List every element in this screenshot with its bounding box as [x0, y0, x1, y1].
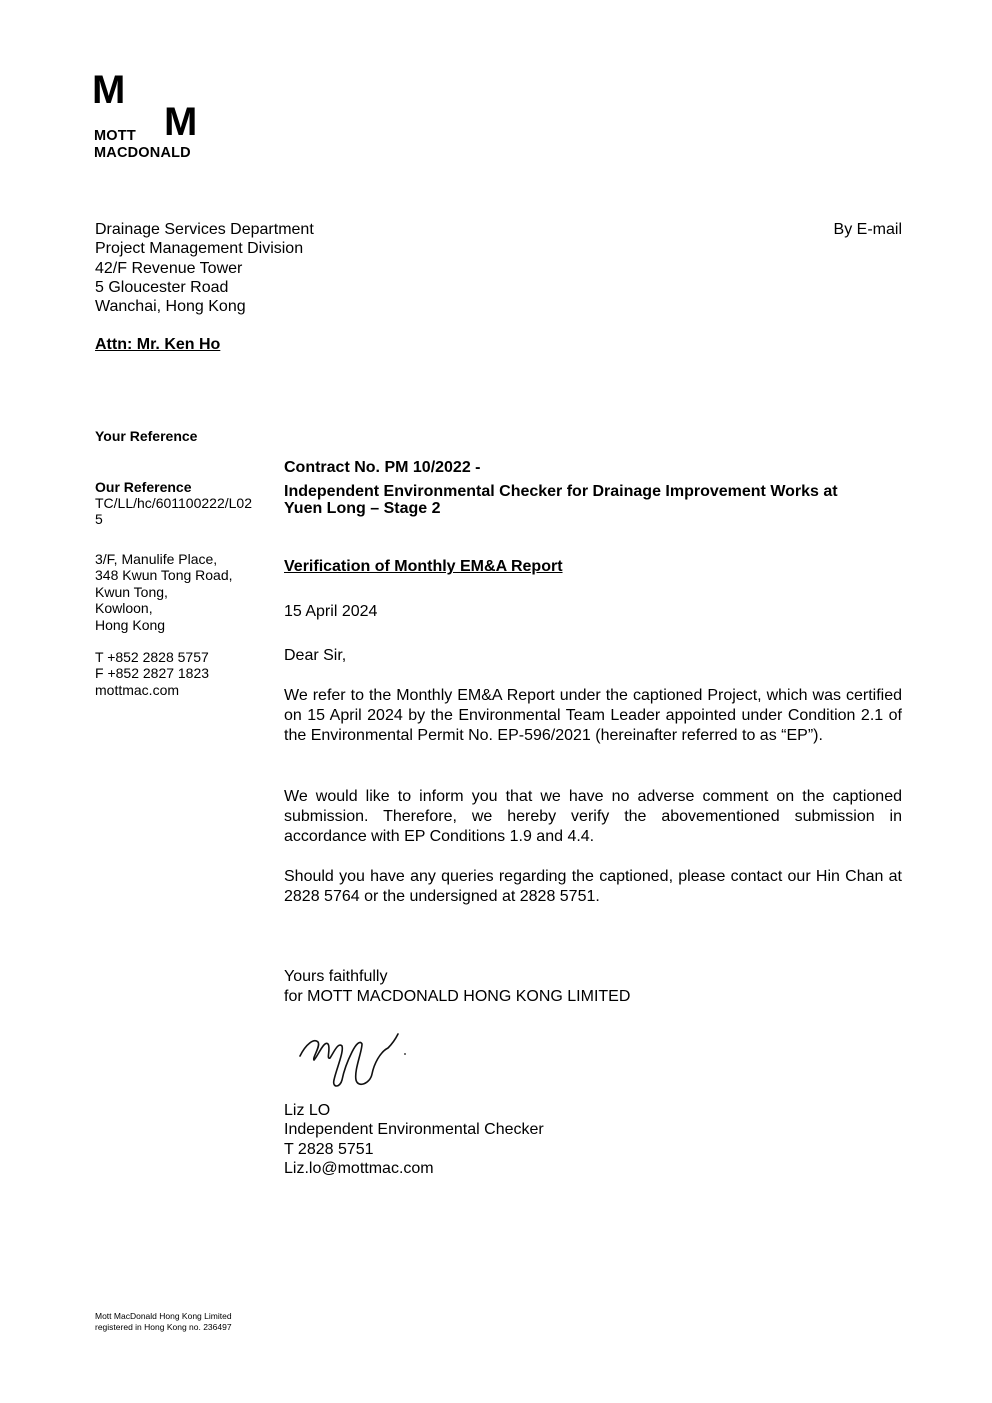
address-line: Project Management Division — [95, 240, 304, 258]
closing-line: Yours faithfully — [284, 968, 388, 985]
signatory-title: Independent Environmental Checker — [284, 1121, 544, 1139]
signatory-block — [284, 1101, 544, 1178]
our-reference-value: TC/LL/hc/601100222/L02 — [95, 495, 252, 511]
footer-registration: registered in Hong Kong no. 236497 — [95, 1321, 232, 1332]
letter-heading: Verification of Monthly EM&A Report — [284, 558, 563, 575]
body-paragraph: Should you have any queries regarding the captioned, please contact our Hin Chan at 2828 5764 or the undersigned at 2828 5751. — [284, 868, 902, 905]
our-reference-label: Our Reference — [95, 479, 192, 495]
sender-address-line: Kowloon, — [95, 600, 153, 617]
subject-line: Independent Environmental Checker for Drainage Improvement Works at — [284, 483, 838, 500]
address-line: Wanchai, Hong Kong — [95, 298, 246, 316]
signatory-phone: T 2828 5751 — [284, 1140, 374, 1158]
sender-address-line: Kwun Tong, — [95, 583, 168, 600]
address-line: Drainage Services Department — [95, 221, 314, 238]
logo-word-mott: MOTT — [94, 128, 136, 144]
subject-line: Yuen Long – Stage 2 — [284, 500, 441, 517]
delivery-method: By E-mail — [833, 221, 902, 238]
your-reference-label: Your Reference — [95, 428, 198, 444]
logo-letter-m-right: M — [164, 100, 198, 144]
closing — [284, 967, 630, 1007]
sender-fax: F +852 2827 1823 — [95, 665, 210, 682]
sender-address-line: 348 Kwun Tong Road, — [95, 567, 233, 584]
signatory-email[interactable]: Liz.lo@mottmac.com — [284, 1159, 434, 1177]
sender-address-line: 3/F, Manulife Place, — [95, 551, 218, 567]
sender-phone: T +852 2828 5757 — [95, 649, 209, 665]
body-paragraph: We refer to the Monthly EM&A Report under the captioned Project, which was certified on 15 April 2024 by the Environmental Team Leader appointed under Condition 2.1 of the Environmental Permit No. EP-596/2021 (hereinafter referred to as “EP”). — [284, 687, 902, 744]
recipient-address — [95, 220, 314, 316]
salutation: Dear Sir, — [284, 647, 347, 664]
our-reference-value-cont: 5 — [95, 511, 103, 528]
sender-address-line: Hong Kong — [95, 616, 166, 633]
handwritten-signature — [296, 1030, 416, 1092]
attention-line: Attn: Mr. Ken Ho — [95, 336, 221, 353]
logo-letter-m-left: M — [92, 68, 126, 112]
sender-contact — [95, 649, 209, 698]
footer-legal — [95, 1311, 232, 1332]
signatory-name: Liz LO — [284, 1102, 331, 1119]
body-paragraph: We would like to inform you that we have no adverse comment on the captioned submission. Therefore, we hereby verify the abovementioned submission in accordance with EP Conditions 1.9 and 4.4. — [284, 788, 902, 845]
sender-address — [95, 551, 233, 633]
our-reference — [95, 479, 252, 528]
address-line: 42/F Revenue Tower — [95, 259, 243, 277]
address-line: 5 Gloucester Road — [95, 278, 229, 296]
letter-date: 15 April 2024 — [284, 603, 378, 620]
subject-block — [284, 459, 838, 517]
subject-line: Contract No. PM 10/2022 - — [284, 459, 481, 476]
footer-company: Mott MacDonald Hong Kong Limited — [95, 1311, 232, 1321]
company-logo — [94, 70, 214, 165]
sender-website: mottmac.com — [95, 681, 180, 698]
closing-company: for MOTT MACDONALD HONG KONG LIMITED — [284, 988, 631, 1005]
logo-word-macdonald: MACDONALD — [94, 145, 191, 161]
